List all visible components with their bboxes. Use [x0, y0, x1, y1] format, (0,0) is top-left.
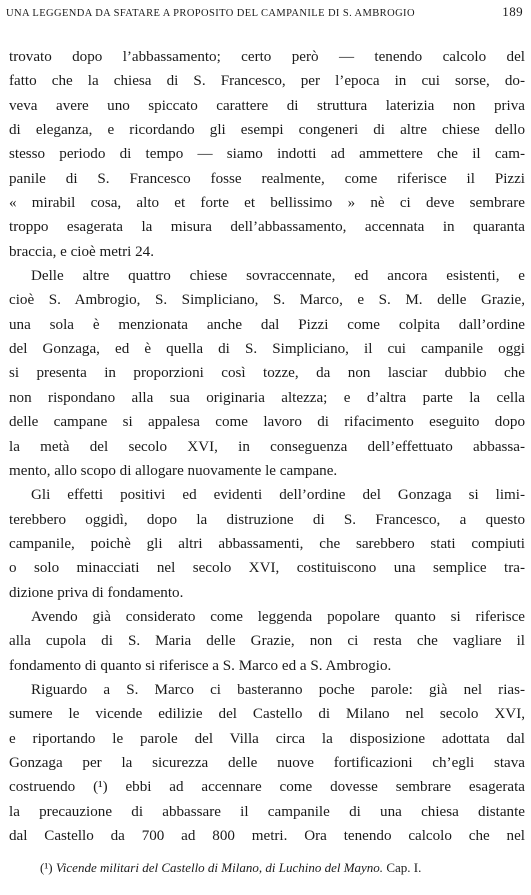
text-line: terebbero oggidì, dopo la distruzione di S. Francesco, a questo [9, 511, 525, 528]
text-line: panile di S. Francesco fosse realmente, come riferisce il Pizzi [9, 170, 525, 187]
text-line: campanile, poichè gli altri abbassamenti, che sarebbero stati compiuti [9, 535, 525, 552]
running-head [6, 4, 523, 22]
text-line: fatto che la chiesa di S. Francesco, per l’epoca in cui sorse, do- [9, 73, 525, 90]
page-number: 189 [502, 4, 523, 19]
text-line: Riguardo a S. Marco ci basteranno poche parole: già nel rias- [31, 681, 525, 698]
running-head-title: UNA LEGGENDA DA SFATARE A PROPOSITO DEL CAMPANILE DI S. AMBROGIO [6, 8, 415, 19]
text-line: costruendo (¹) ebbi ad accennare come dovesse sembrare esagerata [9, 779, 525, 796]
text-line: si presenta in proporzioni così tozze, da non lasciar dubbio che [9, 365, 525, 382]
footnote-marker: (¹) [40, 860, 53, 875]
text-line: Gonzaga per la sicurezza delle nuove fortificazioni ch’egli stava [9, 754, 525, 771]
text-line: troppo esagerata la misura dell’abbassamento, accennata in quaranta [9, 219, 525, 236]
footnote-tail: Cap. I. [386, 860, 422, 875]
text-line: una sola è menzionata anche dal Pizzi come colpita dall’ordine [9, 316, 525, 333]
text-line: o solo minacciati nel secolo XVI, costituiscono una semplice tra- [9, 560, 525, 577]
text-line: dal Castello da 700 ad 800 metri. Ora tenendo calcolo che nel [9, 828, 525, 844]
text-line: non rispondano alla sua originaria altezza; e d’altra parte la cella [9, 389, 525, 406]
text-line: dizione priva di fondamento. [9, 584, 184, 601]
text-line: Delle altre quattro chiese sovraccennate, ed ancora esistenti, e [31, 268, 525, 285]
text-line: trovato dopo l’abbassamento; certo però — tenendo calcolo del [9, 49, 525, 65]
text-line: veva avere uno spiccato carattere di struttura laterizia non priva [9, 97, 525, 114]
text-line: « mirabil cosa, alto et forte et bellissimo » nè ci deve sembrare [9, 195, 525, 212]
text-line: del Gonzaga, ed è quella di S. Simpliciano, il cui campanile oggi [9, 341, 525, 358]
text-line: la precauzione di abbassare il campanile di una chiesa distante [9, 803, 525, 820]
footnote-citation: Vicende militari del Castello di Milano, di Luchino del Mayno. [55, 860, 384, 875]
text-line: mento, allo scopo di allogare nuovamente le campane. [9, 462, 338, 479]
text-line: di eleganza, e ricordando gli esempi congeneri di altre chiese dello [9, 122, 525, 139]
footnote [40, 859, 525, 877]
text-line: alla cupola di S. Maria delle Grazie, non ci resta che vagliare il [9, 633, 525, 650]
text-line: stesso periodo di tempo — siamo indotti ad ammettere che il cam- [9, 146, 525, 163]
text-line: la metà del secolo XVI, in conseguenza dell’effettuato abbassa- [9, 438, 525, 455]
text-line: Gli effetti positivi ed evidenti dell’ordine del Gonzaga si limi- [31, 487, 525, 504]
text-line: e riportando le parole del Villa circa la disposizione adottata dal [9, 730, 525, 747]
text-line: braccia, e cioè metri 24. [9, 243, 154, 260]
body-text [9, 45, 525, 848]
text-line: Avendo già considerato come leggenda popolare quanto si riferisce [31, 608, 525, 625]
text-line: fondamento di quanto si riferisce a S. Marco ed a S. Ambrogio. [9, 657, 392, 674]
text-line: cioè S. Ambrogio, S. Simpliciano, S. Marco, e S. M. delle Grazie, [9, 292, 525, 309]
text-line: sumere le vicende edilizie del Castello di Milano nel secolo XVI, [9, 706, 525, 723]
text-line: delle campane si appalesa come lavoro di rifacimento eseguito dopo [9, 414, 525, 431]
